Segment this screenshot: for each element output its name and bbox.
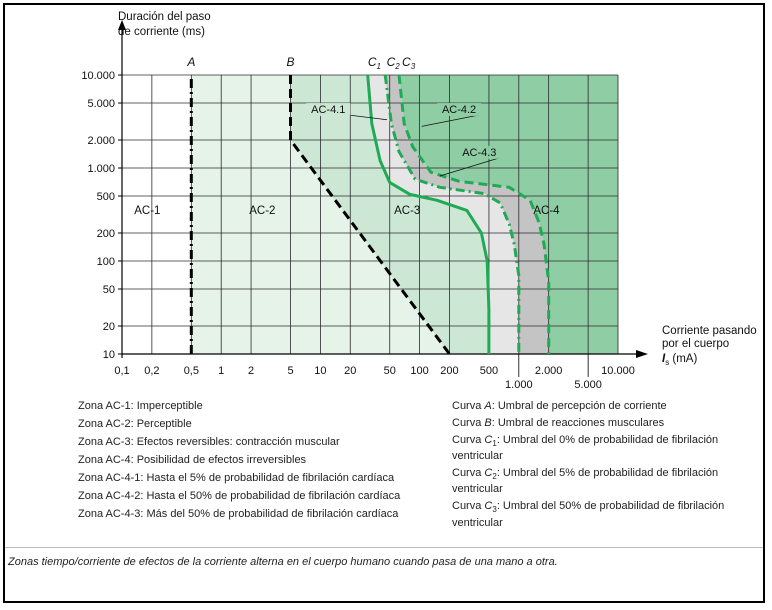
zone-legend-item: Zona AC-1: Imperceptible bbox=[78, 400, 203, 412]
curve-label-a: A bbox=[187, 55, 196, 69]
curve-legend-item: Curva $C_1$: Umbral del 0% de probabilidad de fibrilación ventricular bbox=[452, 434, 719, 463]
x-tick-label: 2.000 bbox=[534, 365, 563, 377]
x-axis-label: por el cuerpo bbox=[662, 338, 730, 350]
x-tick-label: 5.000 bbox=[574, 379, 602, 391]
subzone-label-ac-4.2: AC-4.2 bbox=[441, 104, 477, 117]
y-tick-label: 200 bbox=[96, 228, 115, 241]
x-tick-label: 10.000 bbox=[601, 365, 635, 377]
x-axis-label: Corriente pasando bbox=[662, 325, 757, 337]
zone-legend bbox=[78, 400, 418, 526]
figure-caption: Zonas tiempo/corriente de efectos de la corriente alterna en el cuerpo humano cuando pasa de una mano a otra. bbox=[8, 556, 558, 568]
x-tick-label: 0,5 bbox=[183, 365, 199, 377]
y-tick-label: 10.000 bbox=[81, 70, 115, 82]
caption-separator bbox=[5, 547, 763, 548]
x-axis-label-unit: $I_s$ (mA) bbox=[662, 353, 698, 367]
y-tick-label: 10 bbox=[102, 349, 115, 361]
x-tick-label: 0,2 bbox=[144, 365, 160, 377]
x-tick-label: 1.000 bbox=[505, 379, 533, 391]
curve-legend-item: Curva $C_3$: Umbral del 50% de probabilidad de fibrilación ventricular bbox=[452, 500, 725, 529]
x-tick-label: 5 bbox=[287, 365, 294, 377]
curve-label-b: B bbox=[286, 55, 295, 69]
x-tick-label: 200 bbox=[440, 365, 459, 377]
y-tick-label: 1.000 bbox=[87, 163, 115, 175]
x-tick-label: 2 bbox=[247, 365, 255, 377]
x-tick-label: 100 bbox=[410, 365, 429, 377]
zone-label-ac-3: AC-3 bbox=[394, 205, 421, 218]
x-tick-label: 50 bbox=[383, 365, 396, 377]
y-tick-label: 5.000 bbox=[87, 97, 115, 110]
zone-legend-item: Zona AC-4-2: Hasta el 50% de probabilidad de fibrilación cardíaca bbox=[78, 490, 401, 502]
zone-legend-item: Zona AC-4-3: Más del 50% de probabilidad de fibrilación cardíaca bbox=[78, 508, 399, 520]
y-tick-label: 20 bbox=[102, 321, 115, 334]
x-axis-arrow bbox=[636, 350, 648, 358]
x-tick-label: 0,1 bbox=[114, 365, 130, 377]
curve-legend-item: Curva A: Umbral de percepción de corriente bbox=[452, 400, 667, 412]
subzone-label-ac-4.3: AC-4.3 bbox=[462, 146, 497, 159]
x-tick-label: 1 bbox=[218, 365, 225, 377]
y-tick-label: 100 bbox=[96, 256, 115, 268]
y-tick-label: 500 bbox=[96, 190, 115, 203]
zone-legend-item: Zona AC-4-1: Hasta el 5% de probabilidad de fibrilación cardíaca bbox=[78, 472, 395, 484]
zone-legend-item: Zona AC-3: Efectos reversibles: contracción muscular bbox=[78, 436, 340, 448]
y-tick-label: 50 bbox=[102, 283, 115, 296]
zone-label-ac-4: AC-4 bbox=[533, 205, 560, 218]
x-tick-label: 10 bbox=[314, 365, 327, 377]
zone-label-ac-2: AC-2 bbox=[249, 205, 276, 218]
y-axis-label: de corriente (ms) bbox=[118, 26, 205, 38]
x-tick-label: 20 bbox=[344, 365, 357, 377]
zone-legend-item: Zona AC-4: Posibilidad de efectos irreversibles bbox=[78, 454, 307, 466]
zone-label-ac-1: AC-1 bbox=[134, 205, 161, 218]
x-tick-label: 500 bbox=[479, 365, 499, 377]
y-tick-label: 2.000 bbox=[87, 135, 115, 148]
curve-legend bbox=[452, 400, 752, 534]
curve-label-c1: $C_1$ bbox=[367, 55, 381, 71]
curve-legend-item: Curva B: Umbral de reacciones musculares bbox=[452, 417, 665, 429]
y-axis-label: Duración del paso bbox=[118, 11, 211, 23]
zone-legend-item: Zona AC-2: Perceptible bbox=[78, 418, 192, 430]
curve-label-c2: $C_2$ bbox=[386, 55, 400, 71]
curve-label-c3: $C_3$ bbox=[402, 55, 416, 71]
curve-legend-item: Curva $C_2$: Umbral del 5% de probabilidad de fibrilación ventricular bbox=[452, 467, 719, 496]
subzone-label-ac-4.1: AC-4.1 bbox=[311, 104, 346, 117]
